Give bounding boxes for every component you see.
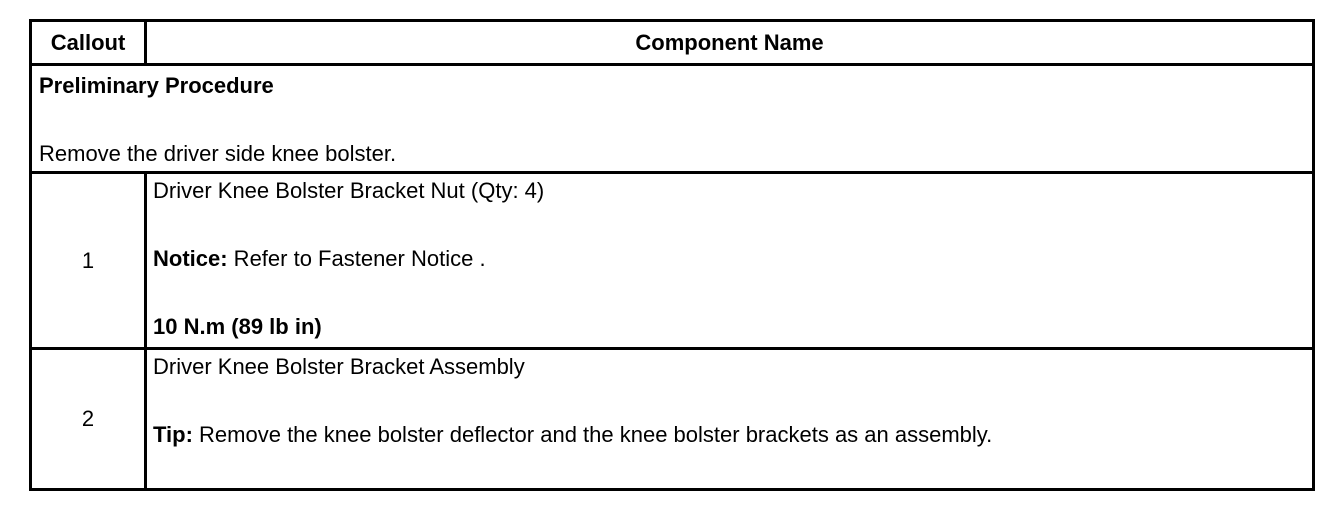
table-row: [32, 347, 1312, 488]
component-name: Driver Knee Bolster Bracket Assembly: [153, 354, 525, 379]
header-callout: Callout: [32, 22, 147, 63]
notice-label: Notice:: [153, 246, 228, 271]
table-row: [32, 171, 1312, 347]
component-cell: [147, 174, 1312, 347]
tip-label: Tip:: [153, 422, 193, 447]
callout-number: 2: [32, 350, 147, 488]
tip-text: Remove the knee bolster deflector and the knee bolster brackets as an assembly.: [192, 422, 993, 447]
header-component-name: Component Name: [635, 29, 824, 55]
torque-spec: 10 N.m (89 lb in): [153, 314, 322, 339]
preliminary-title: Preliminary Procedure: [39, 73, 274, 98]
notice-text: Refer to Fastener Notice .: [227, 246, 486, 271]
table-header-row: [32, 22, 1312, 63]
tip-line: [153, 422, 1312, 448]
preliminary-procedure-row: [32, 63, 1312, 171]
notice-line: [153, 246, 1312, 272]
component-name: Driver Knee Bolster Bracket Nut (Qty: 4): [153, 178, 545, 203]
component-table: [29, 19, 1315, 491]
preliminary-text: Remove the driver side knee bolster.: [39, 141, 397, 166]
component-cell: [147, 350, 1312, 488]
callout-number: 1: [32, 174, 147, 347]
